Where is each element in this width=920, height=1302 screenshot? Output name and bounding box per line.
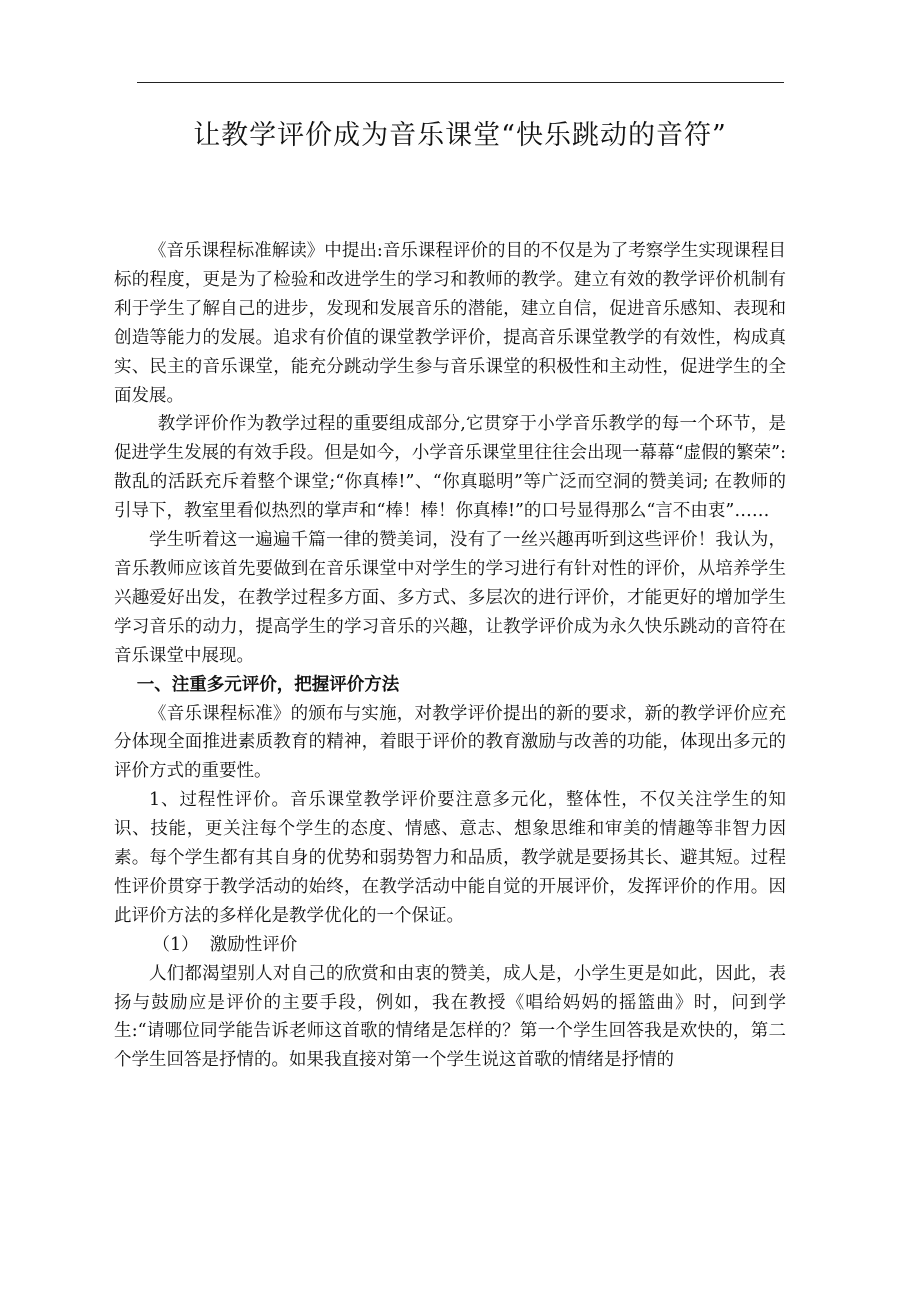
paragraph-teacher-view: 学生听着这一遍遍千篇一律的赞美词，没有了一丝兴趣再听到这些评价！我认为，音乐教师应该首先要做到在音乐课堂中对学生的学习进行有针对性的评价，从培养学生兴趣爱好出发，在教学过程多方面、多方式、多层次的进行评价，才能更好的增加学生学习音乐的动力，提高学生的学习音乐的兴趣，让教学评价成为永久快乐跳动的音符在音乐课堂中展现。 (114, 530, 786, 666)
paragraph-evaluation-problem: 教学评价作为教学过程的重要组成部分,它贯穿于小学音乐教学的每一个环节，是促进学生发展的有效手段。但是如今，小学音乐课堂里往往会出现一幕幕“虚假的繁荣”:散乱的活跃充斥着整个课堂;“你真棒!”、“你真聪明”等广泛而空洞的赞美词; 在教师的引导下，教室里看似热烈的掌声和“棒！棒！你真棒!”的口号显得那么“言不由衷”…… (114, 414, 786, 522)
document-title: 让教学评价成为音乐课堂“快乐跳动的音符” (193, 120, 727, 151)
subheading-incentive-evaluation: （1） 激励性评价 (152, 934, 298, 955)
section-heading-1: 一、注重多元评价，把握评价方法 (136, 674, 400, 695)
paragraph-process-evaluation: 1、过程性评价。音乐课堂教学评价要注意多元化，整体性，不仅关注学生的知识、技能，更关注每个学生的态度、情感、意志、想象思维和审美的情趣等非智力因素。每个学生都有其自身的优势和弱势智力和品质，教学就是要扬其长、避其短。过程性评价贯穿于教学活动的始终，在教学活动中能自觉的开展评价，发挥评价的作用。因此评价方法的多样化是教学优化的一个保证。 (114, 790, 786, 926)
header-rule (137, 82, 784, 83)
document-body (114, 237, 786, 1075)
paragraph-curriculum-standard: 《音乐课程标准》的颁布与实施，对教学评价提出的新的要求，新的教学评价应充分体现全面推进素质教育的精神，着眼于评价的教育激励与改善的功能，体现出多元的评价方式的重要性。 (114, 703, 786, 782)
paragraph-intro: 《音乐课程标准解读》中提出:音乐课程评价的目的不仅是为了考察学生实现课程目标的程度，更是为了检验和改进学生的学习和教师的教学。建立有效的教学评价机制有利于学生了解自己的进步，发现和发展音乐的潜能，建立自信，促进音乐感知、表现和创造等能力的发展。追求有价值的课堂教学评价，提高音乐课堂教学的有效性，构成真实、民主的音乐课堂，能充分跳动学生参与音乐课堂的积极性和主动性，促进学生的全面发展。 (114, 241, 786, 406)
paragraph-incentive-example: 人们都渴望别人对自己的欣赏和由衷的赞美，成人是，小学生更是如此，因此，表扬与鼓励应是评价的主要手段，例如，我在教授《唱给妈妈的摇篮曲》时，问到学生:“请哪位同学能告诉老师这首歌的情绪是怎样的？第一个学生回答我是欢快的，第二个学生回答是抒情的。如果我直接对第一个学生说这首歌的情绪是抒情的 (114, 963, 786, 1071)
